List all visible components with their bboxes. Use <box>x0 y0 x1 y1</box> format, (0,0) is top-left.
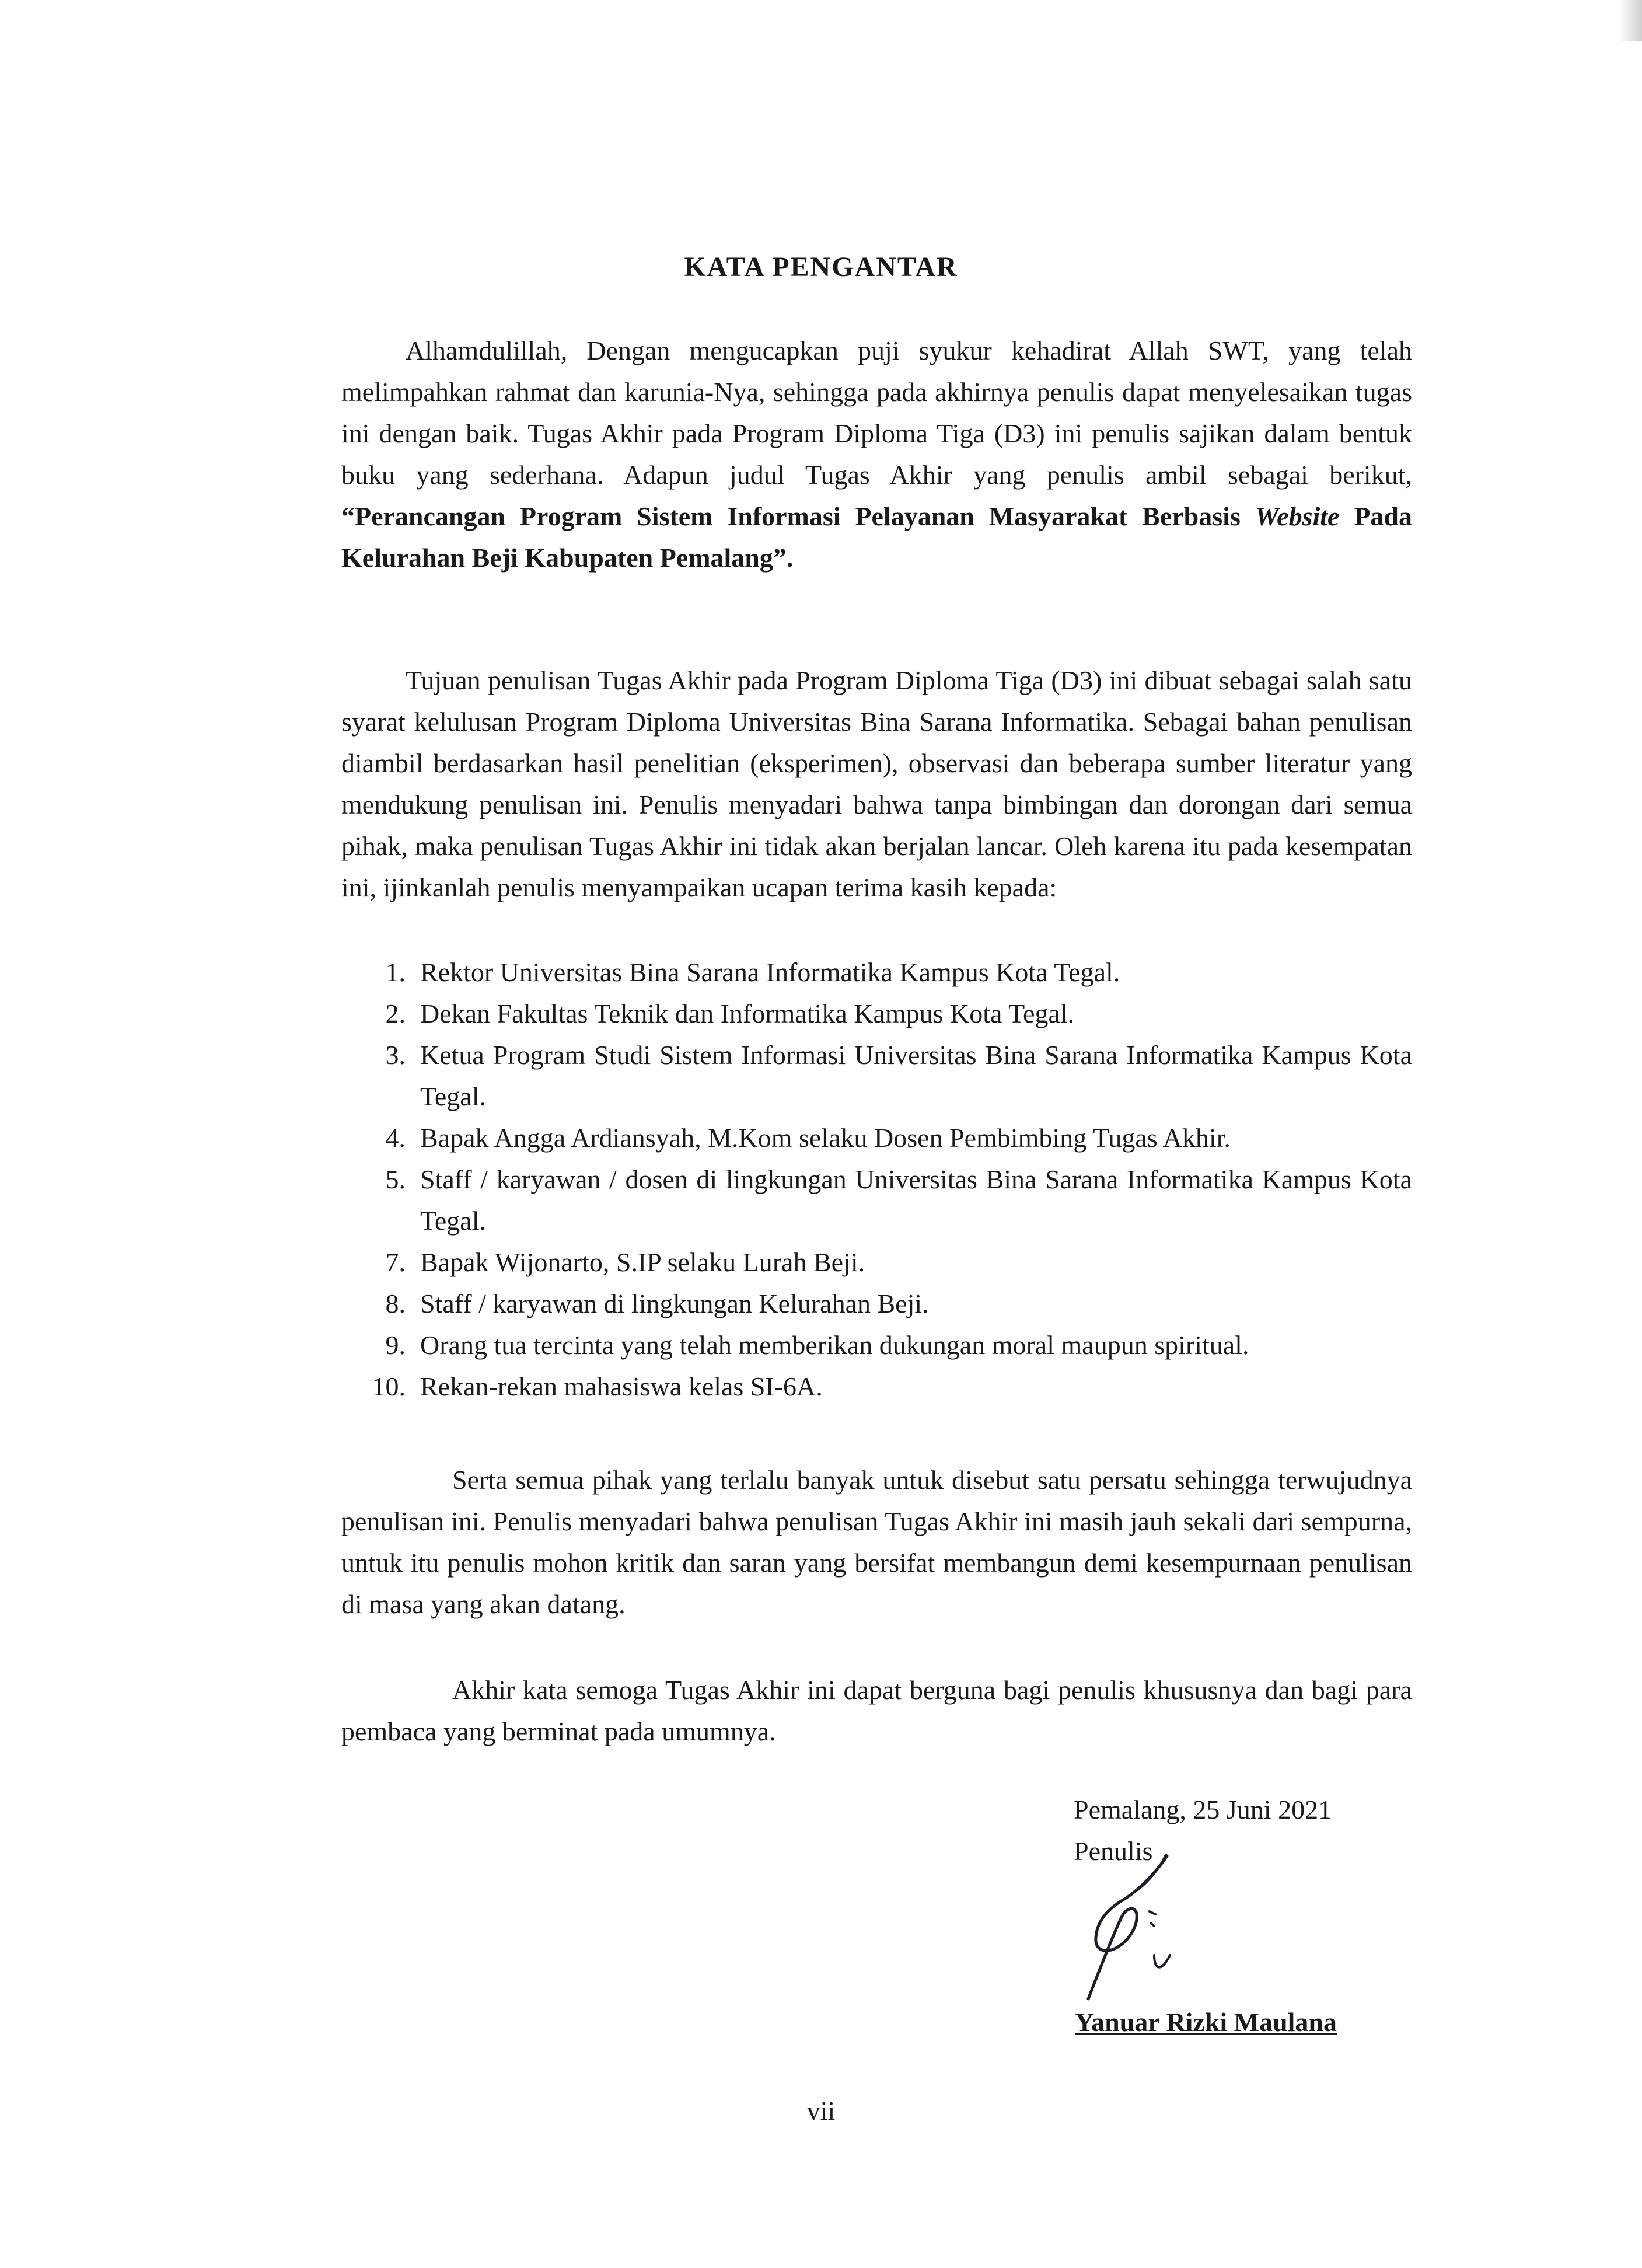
paragraph-intro-text: Alhamdulillah, Dengan mengucapkan puji syukur kehadirat Allah SWT, yang telah melimpahkan rahmat dan karunia-Nya, sehingga pada akhirnya penulis dapat menyelesaikan tugas ini dengan baik. Tugas Akhir pada Program Diploma Tiga (D3) ini penulis sajikan dalam bentuk buku yang sederhana. Adapun judul Tugas Akhir yang penulis ambil sebagai berikut, <box>341 336 1412 490</box>
list-item <box>341 993 1412 1034</box>
scan-shadow <box>1619 0 1642 41</box>
list-item <box>341 951 1412 993</box>
list-item-number: 5. <box>385 1164 406 1194</box>
paragraph-closing <box>341 1669 1412 1752</box>
list-item-number: 7. <box>385 1247 406 1277</box>
paragraph-apology-text: Serta semua pihak yang terlalu banyak untuk disebut satu persatu sehingga terwujudnya penulisan ini. Penulis menyadari bahwa penulisan Tugas Akhir ini masih jauh sekali dari sempurna, untuk itu penulis mohon kritik dan saran yang bersifat membangun demi kesempurnaan penulisan di masa yang akan datang. <box>341 1465 1412 1619</box>
page-title: KATA PENGANTAR <box>684 252 958 282</box>
handwritten-signature <box>1068 1838 1208 2008</box>
list-item <box>341 1366 1412 1407</box>
thesis-title-italic: Website <box>1255 501 1340 531</box>
list-item-number: 1. <box>385 957 406 987</box>
acknowledgement-list <box>341 951 1412 1407</box>
list-item-number: 10. <box>372 1372 406 1401</box>
paragraph-purpose <box>341 660 1412 908</box>
paragraph-closing-text: Akhir kata semoga Tugas Akhir ini dapat berguna bagi penulis khususnya dan bagi para pembaca yang berminat pada umumnya. <box>341 1675 1412 1746</box>
author-label: Penulis <box>1074 1836 1153 1866</box>
list-item-number: 8. <box>385 1289 406 1318</box>
paragraph-intro <box>341 330 1412 578</box>
list-item-number: 3. <box>385 1040 406 1070</box>
list-item-text: Ketua Program Studi Sistem Informasi Universitas Bina Sarana Informatika Kampus Kota Tegal. <box>420 1040 1412 1111</box>
list-item-text: Rekan-rekan mahasiswa kelas SI-6A. <box>420 1372 823 1401</box>
list-item <box>341 1324 1412 1366</box>
list-item-text: Orang tua tercinta yang telah memberikan dukungan moral maupun spiritual. <box>420 1330 1249 1360</box>
thesis-title-part-2: Pada Kelurahan Beji Kabupaten Pemalang”. <box>341 501 1412 573</box>
paragraph-apology <box>341 1459 1412 1625</box>
list-item-text: Rektor Universitas Bina Sarana Informatika Kampus Kota Tegal. <box>420 957 1120 987</box>
list-item-text: Bapak Angga Ardiansyah, M.Kom selaku Dosen Pembimbing Tugas Akhir. <box>420 1123 1231 1153</box>
list-item <box>341 1241 1412 1283</box>
author-name: Yanuar Rizki Maulana <box>1075 2007 1337 2037</box>
list-item <box>341 1283 1412 1324</box>
list-item-number: 2. <box>385 999 406 1028</box>
list-item <box>341 1159 1412 1241</box>
place-date: Pemalang, 25 Juni 2021 <box>1074 1795 1332 1824</box>
list-item-text: Staff / karyawan / dosen di lingkungan Universitas Bina Sarana Informatika Kampus Kota Tegal. <box>420 1164 1412 1236</box>
list-item <box>341 1034 1412 1117</box>
page-number: vii <box>806 2096 836 2126</box>
list-item <box>341 1117 1412 1159</box>
list-item-number: 9. <box>385 1330 406 1360</box>
list-item-text: Dekan Fakultas Teknik dan Informatika Kampus Kota Tegal. <box>420 999 1075 1028</box>
list-item-text: Staff / karyawan di lingkungan Kelurahan Beji. <box>420 1289 929 1318</box>
paragraph-purpose-text: Tujuan penulisan Tugas Akhir pada Program Diploma Tiga (D3) ini dibuat sebagai salah satu syarat kelulusan Program Diploma Universitas Bina Sarana Informatika. Sebagai bahan penulisan diambil berdasarkan hasil penelitian (eksperimen), observasi dan beberapa sumber literatur yang mendukung penulisan ini. Penulis menyadari bahwa tanpa bimbingan dan dorongan dari semua pihak, maka penulisan Tugas Akhir ini tidak akan berjalan lancar. Oleh karena itu pada kesempatan ini, ijinkanlah penulis menyampaikan ucapan terima kasih kepada: <box>341 665 1412 902</box>
list-item-text: Bapak Wijonarto, S.IP selaku Lurah Beji. <box>420 1247 865 1277</box>
thesis-title-part-1: “Perancangan Program Sistem Informasi Pelayanan Masyarakat Berbasis <box>341 501 1255 531</box>
list-item-number: 4. <box>385 1123 406 1153</box>
